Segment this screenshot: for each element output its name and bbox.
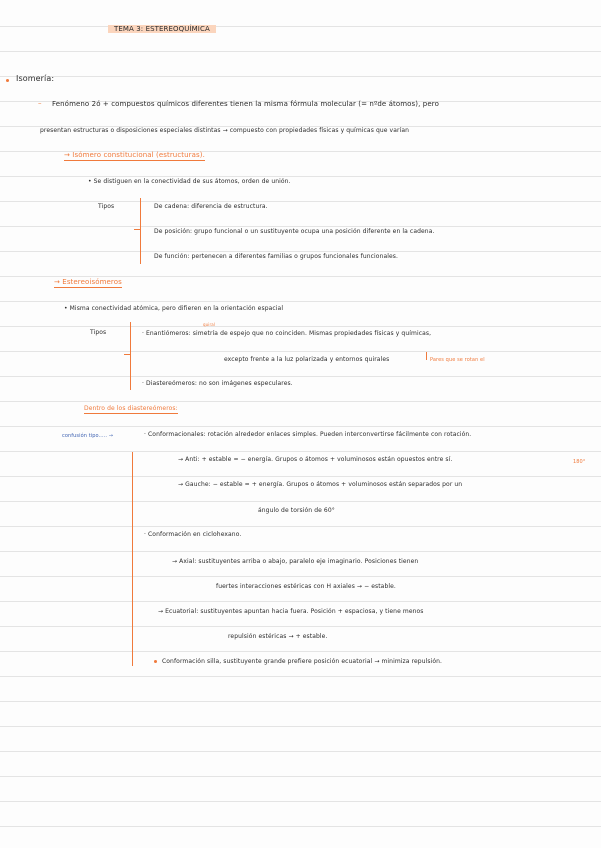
anti-line: → Anti: + estable = − energía. Grupos o átomos + voluminosos están opuestos entre sí. [178, 456, 453, 463]
ecuatorial-line-1: → Ecuatorial: sustituyentes apuntan hacia fuera. Posición + espaciosa, y tiene menos [158, 608, 424, 615]
axial-line-2: fuertes interacciones estéricas con H axiales → − estable. [216, 583, 396, 590]
conformacionales-line: · Conformacionales: rotación alrededor enlaces simples. Pueden interconvertirse fácilmente con rotación. [144, 431, 472, 438]
tipos-bracket [130, 322, 131, 390]
constitucional-bullet: • Se distiguen en la conectividad de sus átomos, orden de unión. [88, 178, 291, 185]
side-label-confusion: confusión tipo..... → [62, 433, 114, 439]
definition-line-2: presentan estructuras o disposiciones especiales distintas → compuesto con propiedades físicas y químicas que varían [40, 127, 409, 134]
axial-line-1: → Axial: sustituyentes arriba o abajo, paralelo eje imaginario. Posiciones tienen [172, 558, 419, 565]
tipo-posicion: De posición: grupo funcional o un sustituyente ocupa una posición diferente en la cadena. [154, 228, 435, 235]
tipos-label-estereo: Tipos [90, 329, 107, 336]
ecuatorial-line-2: repulsión estéricas → + estable. [228, 633, 328, 640]
subheading-constitucional: → Isómero constitucional (estructuras). [64, 151, 205, 159]
bullet-dot [6, 79, 9, 82]
tipos-bracket [140, 198, 141, 264]
section-heading-isomeria: Isomería: [16, 74, 55, 83]
tipo-cadena: De cadena: diferencia de estructura. [154, 203, 268, 210]
silla-line: Conformación silla, sustituyente grande prefiere posición ecuatorial → minimiza repulsión. [162, 658, 443, 665]
enantiomeros-aside: Pares que se rotan el [430, 357, 485, 363]
bullet-dot [154, 660, 157, 663]
enantiomeros-line-1: · Enantiómeros: simetría de espejo que no coinciden. Mismas propiedades físicas y químicas, [142, 330, 432, 337]
ciclohexano-line: · Conformación en ciclohexano. [144, 531, 242, 538]
subheading-dentro: Dentro de los diastereómeros: [84, 405, 178, 412]
diastereomeros-line: · Diastereómeros: no son imágenes especulares. [142, 380, 293, 387]
tipos-bracket-tip [134, 229, 140, 230]
estereo-bullet: • Misma conectividad atómica, pero difieren en la orientación espacial [64, 305, 284, 312]
enantiomeros-line-2: excepto frente a la luz polarizada y entornos quirales [224, 356, 390, 363]
definition-line-1: Fenómeno 2ó + compuestos químicos diferentes tienen la misma fórmula molecular (= nºde átomos), pero [52, 100, 439, 108]
dash-marker: – [38, 99, 42, 107]
subheading-estereoisomeros: → Estereoisómeros [54, 278, 122, 286]
gauche-line-1: → Gauche: − estable = + energía. Grupos o átomos + voluminosos están separados por un [178, 481, 463, 488]
tipos-label-constitucional: Tipos [98, 203, 115, 210]
aside-bracket [426, 352, 427, 360]
tipos-bracket-tip [124, 354, 130, 355]
gauche-line-2: ángulo de torsión de 60° [258, 507, 335, 514]
tipo-funcion: De función: pertenecen a diferentes familias o grupos funcionales funcionales. [154, 253, 399, 260]
note-quiral: quiral [203, 322, 215, 327]
anti-tag: 180° [573, 459, 586, 465]
conformaciones-bar [132, 452, 133, 666]
page-title: TEMA 3: ESTEREOQUÍMICA [108, 24, 216, 34]
